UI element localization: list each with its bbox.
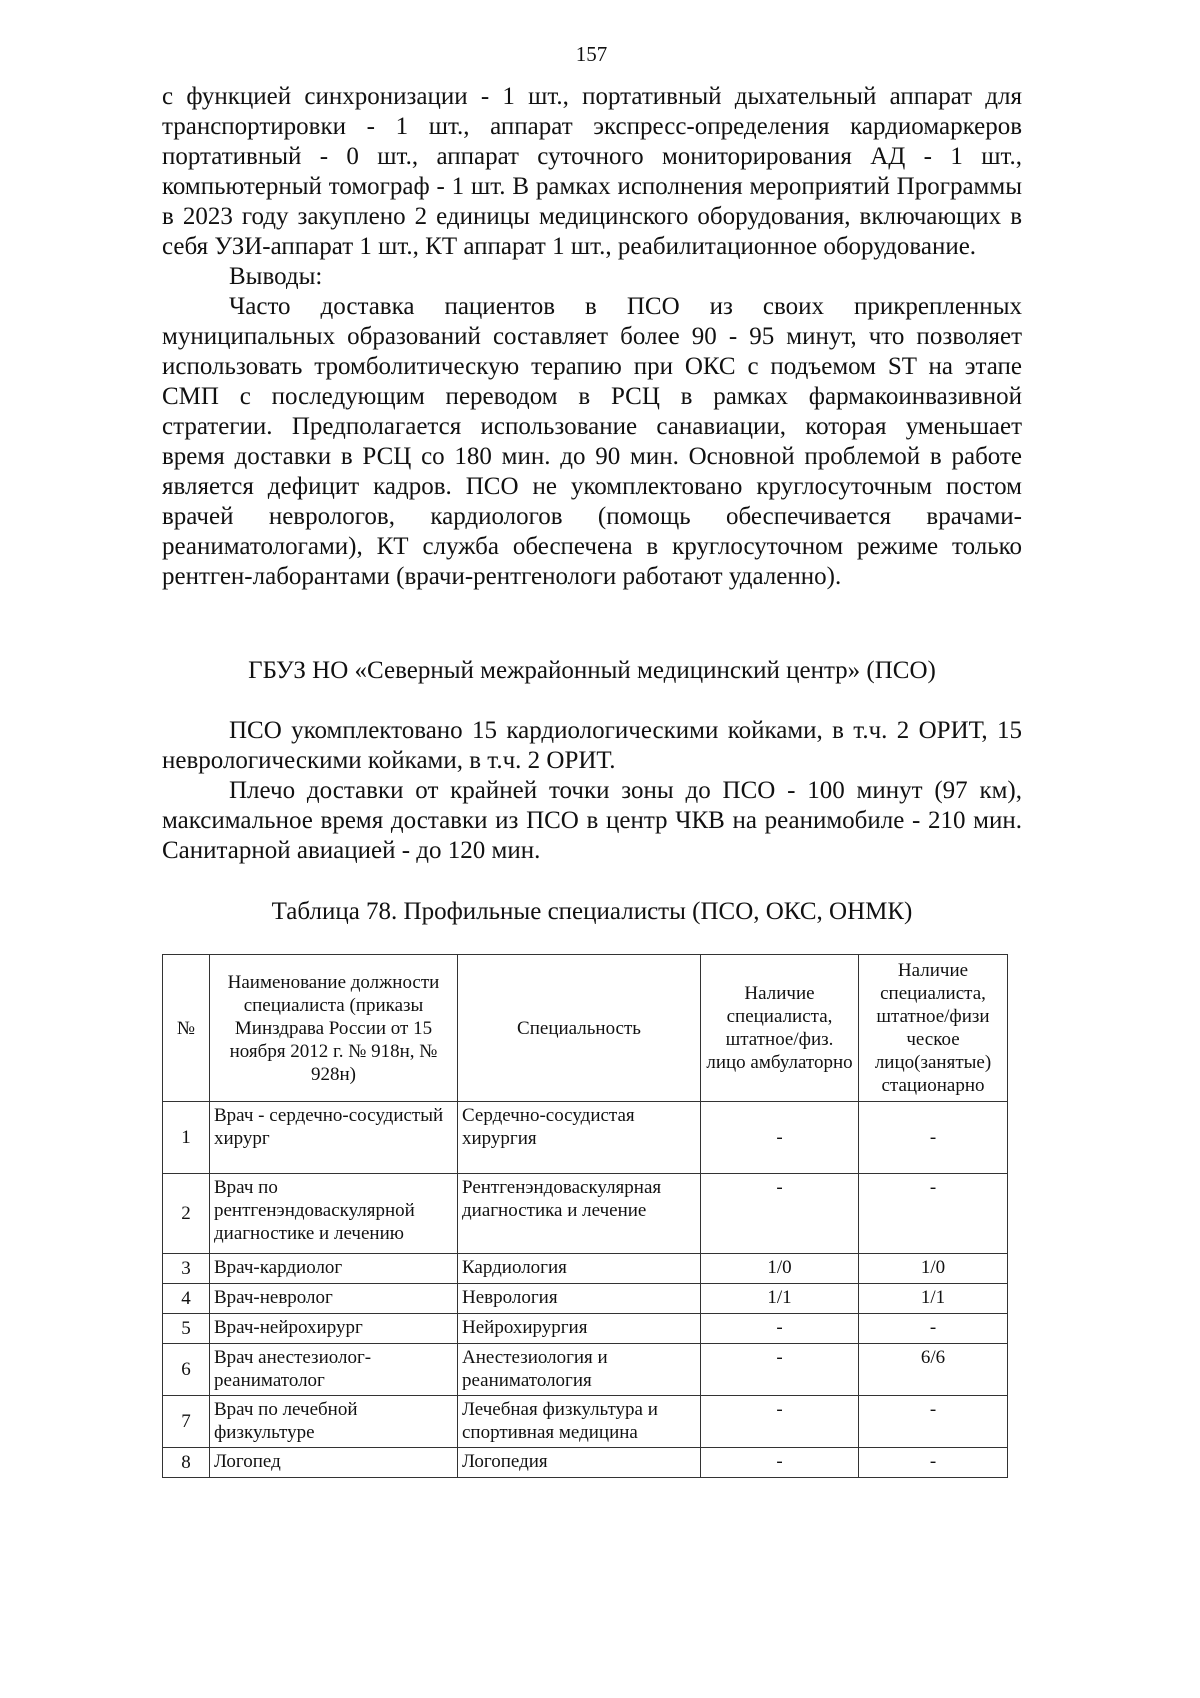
row-ambulatory: - bbox=[701, 1344, 859, 1396]
row-number: 5 bbox=[163, 1314, 210, 1344]
row-ambulatory: - bbox=[701, 1314, 859, 1344]
row-ambulatory: - bbox=[701, 1448, 859, 1478]
row-number: 2 bbox=[163, 1174, 210, 1254]
header-inpatient: Наличие специалиста, штатное/физи ческое лицо(занятые) стационарно bbox=[859, 955, 1008, 1102]
header-position: Наименование должности специалиста (приказы Минздрава России от 15 ноября 2012 г. № 918н, № 928н) bbox=[210, 955, 458, 1102]
intro-text-block bbox=[162, 82, 1022, 592]
row-inpatient: 1/0 bbox=[859, 1254, 1008, 1284]
row-ambulatory: - bbox=[701, 1174, 859, 1254]
row-position: Врач анестезиолог-реаниматолог bbox=[210, 1344, 458, 1396]
row-ambulatory: 1/0 bbox=[701, 1254, 859, 1284]
row-inpatient: 6/6 bbox=[859, 1344, 1008, 1396]
row-position: Врач-кардиолог bbox=[210, 1254, 458, 1284]
paragraph-conclusions: Часто доставка пациентов в ПСО из своих прикрепленных муниципальных образований составляет более 90 - 95 минут, что позволяет использовать тромболитическую терапию при ОКС с подъемом ST на этапе СМП с последующим переводом в РСЦ в рамках фармакоинвазивной стратегии. Предполагается использование санавиации, которая уменьшает время доставки в РСЦ со 180 мин. до 90 мин. Основной проблемой в работе является дефицит кадров. ПСО не укомплектовано круглосуточным постом врачей неврологов, кардиологов (помощь обеспечивается врачами-реаниматологами), КТ служба обеспечена в круглосуточном режиме только рентген-лаборантами (врачи-рентгенологи работают удаленно). bbox=[162, 293, 1022, 590]
table-row bbox=[163, 1102, 1008, 1174]
row-specialty: Лечебная физкультура и спортивная медицина bbox=[458, 1396, 701, 1448]
table-row bbox=[163, 1344, 1008, 1396]
header-specialty: Специальность bbox=[458, 955, 701, 1102]
row-inpatient: - bbox=[859, 1174, 1008, 1254]
row-specialty: Логопедия bbox=[458, 1448, 701, 1478]
table-row bbox=[163, 1174, 1008, 1254]
table-row bbox=[163, 1284, 1008, 1314]
row-ambulatory: - bbox=[701, 1396, 859, 1448]
row-inpatient: - bbox=[859, 1396, 1008, 1448]
row-position: Логопед bbox=[210, 1448, 458, 1478]
row-number: 4 bbox=[163, 1284, 210, 1314]
row-ambulatory: 1/1 bbox=[701, 1284, 859, 1314]
row-number: 3 bbox=[163, 1254, 210, 1284]
row-inpatient: - bbox=[859, 1314, 1008, 1344]
row-specialty: Сердечно-сосудистая хирургия bbox=[458, 1102, 701, 1174]
table-row bbox=[163, 1396, 1008, 1448]
paragraph-delivery: Плечо доставки от крайней точки зоны до ПСО - 100 минут (97 км), максимальное время доставки из ПСО в центр ЧКВ на реанимобиле - 210 мин. Санитарной авиацией - до 120 мин. bbox=[162, 777, 1022, 864]
row-specialty: Неврология bbox=[458, 1284, 701, 1314]
header-number: № bbox=[163, 955, 210, 1102]
row-position: Врач-нейрохирург bbox=[210, 1314, 458, 1344]
table-caption: Таблица 78. Профильные специалисты (ПСО, ОКС, ОНМК) bbox=[271, 898, 913, 925]
paragraph-conclusions-label: Выводы: bbox=[229, 263, 323, 290]
row-position: Врач-невролог bbox=[210, 1284, 458, 1314]
header-ambulatory: Наличие специалиста, штатное/физ. лицо амбулаторно bbox=[701, 955, 859, 1102]
row-specialty: Анестезиология и реаниматология bbox=[458, 1344, 701, 1396]
row-number: 1 bbox=[163, 1102, 210, 1174]
paragraph-beds: ПСО укомплектовано 15 кардиологическими койками, в т.ч. 2 ОРИТ, 15 неврологическими койками, в т.ч. 2 ОРИТ. bbox=[162, 717, 1022, 774]
row-number: 8 bbox=[163, 1448, 210, 1478]
row-position: Врач - сердечно-сосудистый хирург bbox=[210, 1102, 458, 1174]
row-specialty: Рентгенэндоваскулярная диагностика и лечение bbox=[458, 1174, 701, 1254]
table-row bbox=[163, 1314, 1008, 1344]
section-heading: ГБУЗ НО «Северный межрайонный медицинский центр» (ПСО) bbox=[248, 657, 936, 684]
paragraph-equipment: с функцией синхронизации - 1 шт., портативный дыхательный аппарат для транспортировки - 1 шт., аппарат экспресс-определения кардиомаркеров портативный - 0 шт., аппарат суточного мониторирования АД - 1 шт., компьютерный томограф - 1 шт. В рамках исполнения мероприятий Программы в 2023 году закуплено 2 единицы медицинского оборудования, включающих в себя УЗИ-аппарат 1 шт., КТ аппарат 1 шт., реабилитационное оборудование. bbox=[162, 83, 1022, 260]
table-header-row bbox=[163, 955, 1008, 1102]
row-number: 6 bbox=[163, 1344, 210, 1396]
page-number: 157 bbox=[575, 42, 608, 66]
row-specialty: Кардиология bbox=[458, 1254, 701, 1284]
row-inpatient: - bbox=[859, 1102, 1008, 1174]
table-row bbox=[163, 1254, 1008, 1284]
specialists-table bbox=[162, 954, 1008, 1478]
row-inpatient: 1/1 bbox=[859, 1284, 1008, 1314]
row-number: 7 bbox=[163, 1396, 210, 1448]
row-ambulatory: - bbox=[701, 1102, 859, 1174]
row-specialty: Нейрохирургия bbox=[458, 1314, 701, 1344]
section-text-block bbox=[162, 716, 1022, 866]
row-position: Врач по лечебной физкультуре bbox=[210, 1396, 458, 1448]
table-row bbox=[163, 1448, 1008, 1478]
row-position: Врач по рентгенэндоваскулярной диагностике и лечению bbox=[210, 1174, 458, 1254]
row-inpatient: - bbox=[859, 1448, 1008, 1478]
